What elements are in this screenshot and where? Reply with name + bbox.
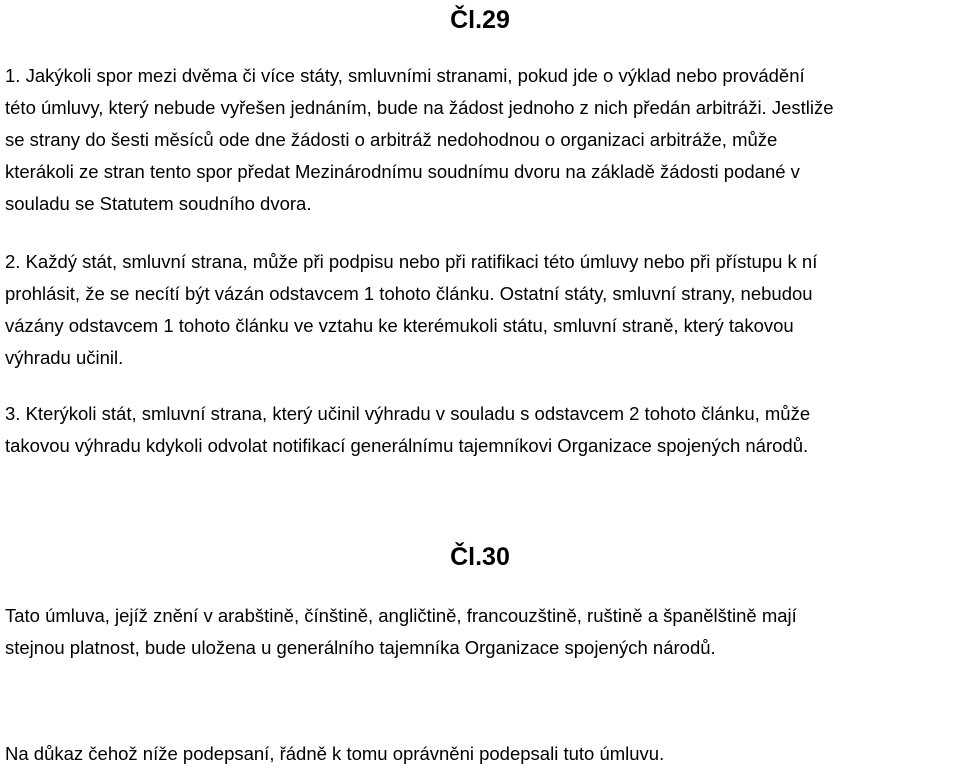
text-line: výhradu učinil. [5,347,124,368]
text-line: Tato úmluva, jejíž znění v arabštině, čínštině, angličtině, francouzštině, ruštině a španělštině mají [5,605,797,626]
article-29-paragraph-2 [5,246,955,374]
text-line: souladu se Statutem soudního dvora. [5,193,312,214]
text-line: 1. Jakýkoli spor mezi dvěma či více státy, smluvními stranami, pokud jde o výklad nebo provádění [5,65,805,86]
text-line: vázány odstavcem 1 tohoto článku ve vztahu ke kterémukoli státu, smluvní straně, který takovou [5,315,794,336]
article-29-paragraph-3 [5,398,955,462]
closing-statement [5,738,955,770]
text-line: se strany do šesti měsíců ode dne žádosti o arbitráž nedohodnou o organizaci arbitráže, může [5,129,778,150]
text-line: takovou výhradu kdykoli odvolat notifikací generálnímu tajemníkovi Organizace spojených národů. [5,435,809,456]
text-line: prohlásit, že se necítí být vázán odstavcem 1 tohoto článku. Ostatní státy, smluvní strany, nebudou [5,283,813,304]
text-line: 3. Kterýkoli stát, smluvní strana, který učinil výhradu v souladu s odstavcem 2 tohoto článku, může [5,403,811,424]
text-line: kterákoli ze stran tento spor předat Mezinárodnímu soudnímu dvoru na základě žádosti podané v [5,161,800,182]
article-30-heading: Čl.30 [450,543,510,571]
article-30-paragraph-1 [5,600,955,664]
text-line: 2. Každý stát, smluvní strana, může při podpisu nebo při ratifikaci této úmluvy nebo při přístupu k ní [5,251,818,272]
text-line: Na důkaz čehož níže podepsaní, řádně k tomu oprávněni podepsali tuto úmluvu. [5,743,665,764]
text-line: této úmluvy, který nebude vyřešen jednáním, bude na žádost jednoho z nich předán arbitráži. Jestliže [5,97,834,118]
article-29-heading: Čl.29 [450,6,510,34]
article-29-paragraph-1 [5,60,955,220]
text-line: stejnou platnost, bude uložena u generálního tajemníka Organizace spojených národů. [5,637,716,658]
